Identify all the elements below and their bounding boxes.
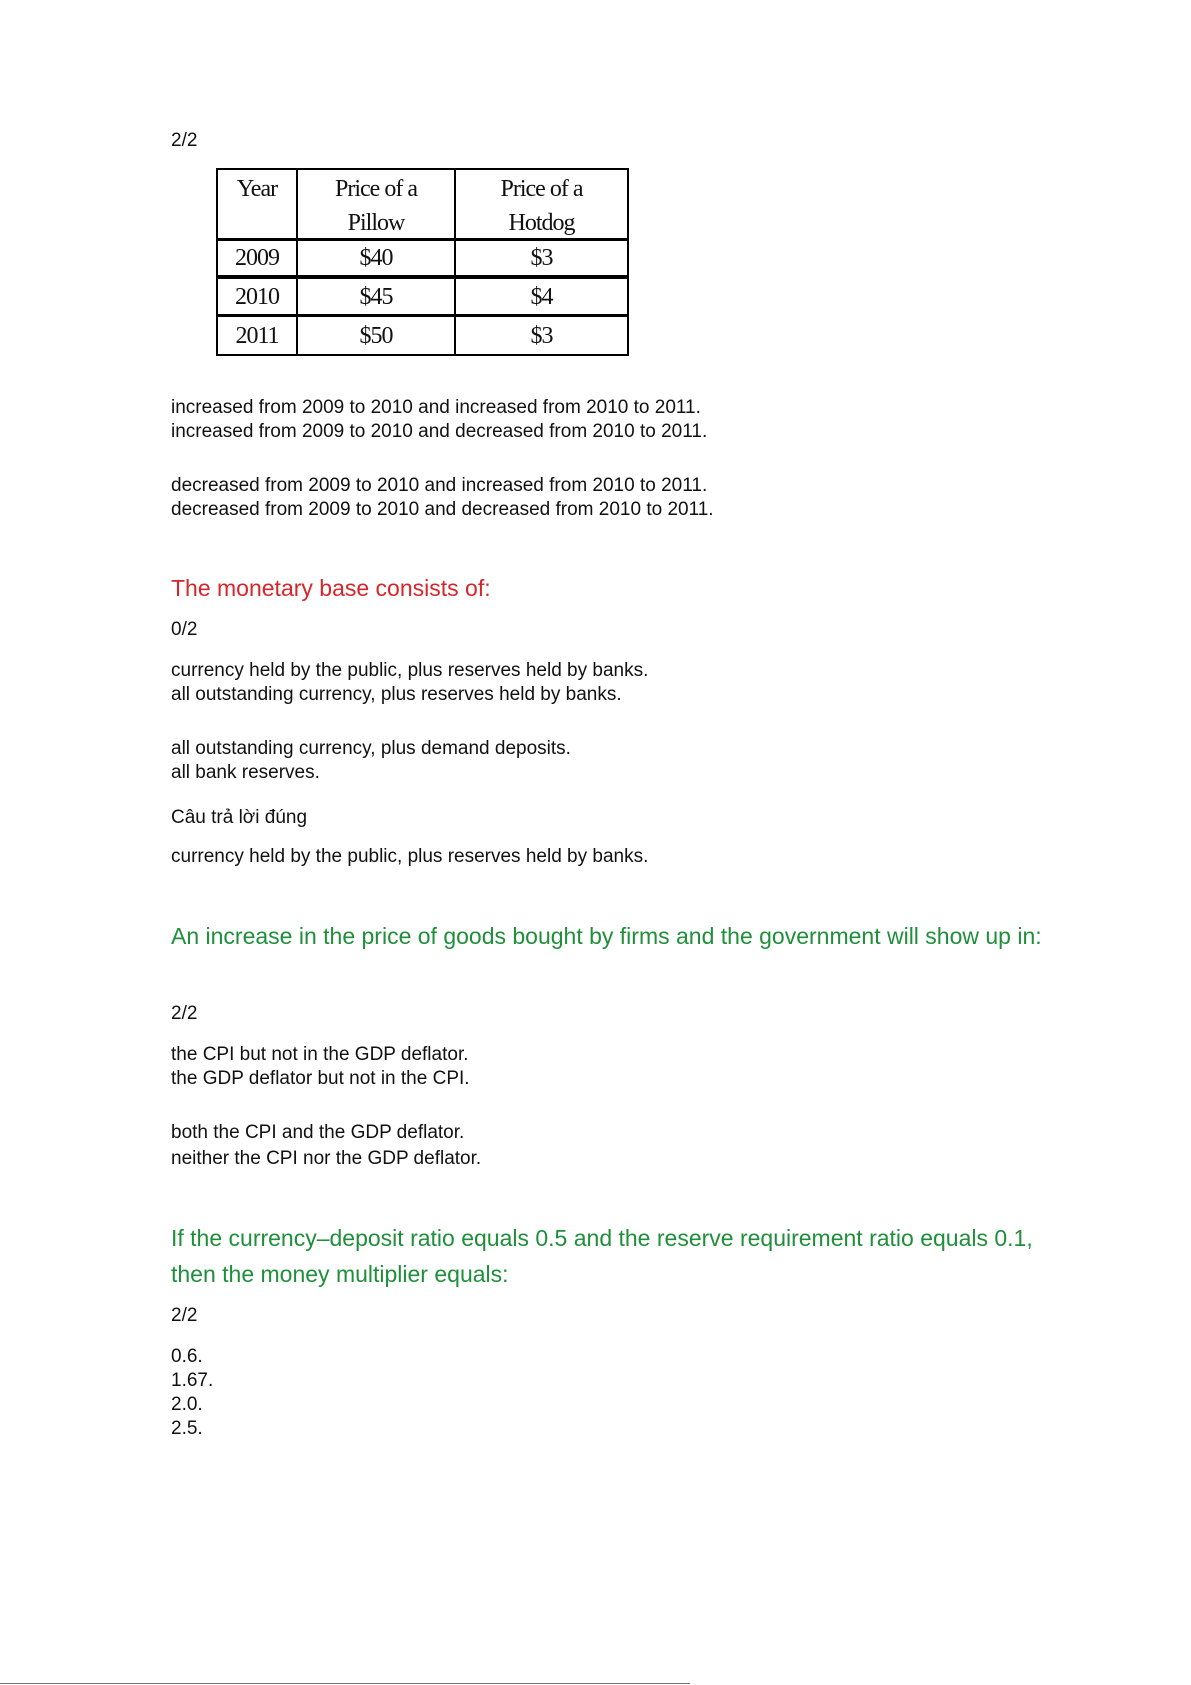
price-table [216,168,629,356]
header-pillow-line2: Pillow [347,210,405,236]
q3-option-b[interactable]: the GDP deflator but not in the CPI. [171,1068,470,1089]
q2-question: The monetary base consists of: [171,575,491,601]
q4-option-b[interactable]: 1.67. [171,1370,214,1391]
q2-option-c[interactable]: all outstanding currency, plus demand deposits. [171,738,571,759]
page-bottom-divider [0,1683,690,1684]
table-header-pillow [298,170,456,238]
q1-score: 2/2 [171,130,198,151]
table-cell-pillow: $40 [298,241,456,275]
q4-option-a[interactable]: 0.6. [171,1346,203,1367]
q2-score: 0/2 [171,619,198,640]
correct-answer-text: currency held by the public, plus reserves held by banks. [171,846,649,867]
q3-option-d[interactable]: neither the CPI nor the GDP deflator. [171,1148,482,1169]
table-cell-year: 2010 [218,279,298,314]
q3-option-a[interactable]: the CPI but not in the GDP deflator. [171,1044,469,1065]
table-cell-pillow: $50 [298,317,456,354]
q3-option-c[interactable]: both the CPI and the GDP deflator. [171,1122,465,1143]
table-header-row [218,170,627,241]
table-cell-hotdog: $3 [530,322,553,349]
table-row [218,317,627,354]
correct-answer-label: Câu trả lời đúng [171,807,308,828]
table-header-year [218,170,298,238]
table-cell-pillow: $45 [298,279,456,314]
q2-option-a[interactable]: currency held by the public, plus reserves held by banks. [171,660,649,681]
table-row [218,279,627,317]
q3-score: 2/2 [171,1003,198,1024]
q4-score: 2/2 [171,1305,198,1326]
header-pillow-line1: Price of a [335,176,417,202]
q4-question: If the currency–deposit ratio equals 0.5 and the reserve requirement ratio equals 0.1, then the money multiplier equals: [171,1225,1033,1287]
q2-option-b[interactable]: all outstanding currency, plus reserves held by banks. [171,684,622,705]
table-cell-hotdog: $3 [530,245,553,271]
header-year-text: Year [236,176,278,202]
table-cell-year: 2011 [218,317,298,354]
q1-option-a[interactable]: increased from 2009 to 2010 and increased from 2010 to 2011. [171,397,701,418]
q1-option-d[interactable]: decreased from 2009 to 2010 and decreased from 2010 to 2011. [171,499,714,520]
q2-option-d[interactable]: all bank reserves. [171,762,320,783]
q4-option-c[interactable]: 2.0. [171,1394,203,1415]
table-row [218,241,627,279]
table-cell-hotdog: $4 [530,283,553,310]
q4-option-d[interactable]: 2.5. [171,1418,203,1439]
q3-question: An increase in the price of goods bought by firms and the government will show up in: [171,923,1042,949]
table-header-hotdog [456,170,627,238]
q1-option-b[interactable]: increased from 2009 to 2010 and decreased from 2010 to 2011. [171,421,708,442]
header-hotdog-line2: Hotdog [508,210,575,236]
q1-option-c[interactable]: decreased from 2009 to 2010 and increased from 2010 to 2011. [171,475,708,496]
header-hotdog-line1: Price of a [500,176,583,202]
table-cell-year: 2009 [218,241,298,275]
